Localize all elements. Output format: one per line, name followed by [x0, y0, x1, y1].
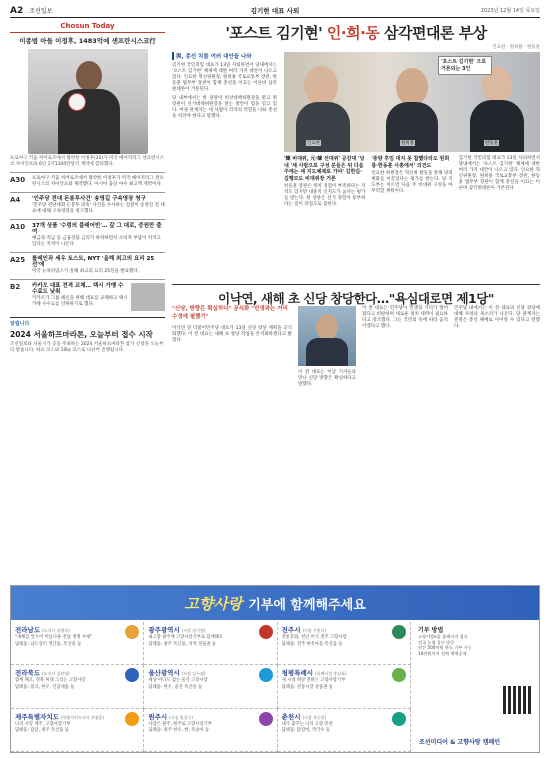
- second-story: "신당, 방향은 확실하다" 공식화 "민생과는 거리 수정에 필했기" 이낙연 전 더불어민주당 대표가 13일 신당 창당 계획을 공식화했다. 이 전 대표는 새해 초 창당 작업을 본격화하겠다고 밝혔다. 이 전 대표는 이날 기자들과 만나 신당 방향은 확실하다고 말했다. 이 전 대표는 민주당이 민생과 거리가 멀어졌다고 비판하며 새로운 정치 세력이 필요하다고 강조했다. 그는 국민의 뜻에 따라 움직이겠다고 했다. 민주당 내에서는 이 전 대표의 신당 창당에 대해 우려의 목소리가 나온다. 당 관계자는 분열은 총선 패배로 이어질 수 있다고 말했다.: [172, 306, 540, 387]
- photo-caption: 프로야구 키움 히어로즈에서 활약한 이정후(25)가 미국 메이저리그 샌프란시스코 자이언츠와 6년 1억1300만달러 계약에 합의했다.: [10, 156, 165, 167]
- region-cell[interactable]: 전라남도 (도지사 김영록) "새해를 앞두어 이름다운 전남 생명 사세" 답례품: 남도장터 생산품, 특산물 등: [11, 622, 144, 665]
- chosun-today-column: [10, 22, 165, 582]
- column-kicker: '韓 비대위, 元·韓 선대위' 공감대 '당내 '세 사람으로 구성 분들은 뒤 다음주에는 세 지도체제로 가야' 김한길·김행모도 비대위장 거론: [284, 156, 365, 182]
- photo-callout: '포스트 김기현' 으로 거론되는 3인: [438, 56, 492, 75]
- region-emblem-icon: [259, 668, 273, 682]
- donation-info-panel: 기부 방법 고향사랑e음 홈페이지 접속 전국 농협 창구 방문 연간 500만원 한도 기부 가능 10만원까지 전액 세액공제 조선미디어 & 고향사랑 캠페인: [415, 622, 539, 752]
- region-cell[interactable]: 울산광역시 (시장 김두겸) 세상 어디도 없는 울산 고향사랑 답례품: 한우, 울산 특산물 등: [144, 665, 277, 708]
- region-cell[interactable]: 제주특별자치도 (특별자치도지사 오영훈) 나의 사랑 제주, 고향사랑기부 답례품: 감귤, 제주 특산품 등: [11, 709, 144, 752]
- pull-quote: "신당, 방향은 확실하다" 공식화 "민생과는 거리 수정에 필했기": [172, 306, 288, 320]
- lead-headline[interactable]: '포스트 김기현' 인·희·동 삼각편대론 부상: [225, 24, 487, 42]
- region-grid: [11, 622, 411, 752]
- region-emblem-icon: [392, 712, 406, 726]
- lead-subhead: 與, 총선 치를 여러 대안들 나와: [172, 52, 277, 60]
- chosun-today-header: Chosun Today: [10, 22, 165, 33]
- campaign-org: 조선미디어 & 고향사랑 캠페인: [419, 739, 501, 746]
- qr-code-icon[interactable]: [503, 686, 531, 714]
- region-emblem-icon: [259, 625, 273, 639]
- region-cell[interactable]: 광주광역시 (시장 강기정) 내고향 광주에 고향사랑기부로 함께해요 답례품: 광주 특산품, 지역 상품권 등: [144, 622, 277, 665]
- index-entry[interactable]: B2 카카오 대표 전격 교체… 택시 가맹 수수료도 낮춰 카카오가 그룹 쇄신을 위해 대표를 교체하고 택시 가맹 수수료를 인하하기로 했다.: [10, 279, 165, 311]
- masthead: [10, 4, 540, 18]
- section-title: 김기현 대표 사퇴: [250, 7, 300, 15]
- region-cell[interactable]: 춘천시 (시장 육동한) 내가 꿈꾸는 나의 고향 춘천 답례품: 닭갈비, 막국수 등: [278, 709, 411, 752]
- baseball-player-photo: [28, 49, 148, 154]
- region-emblem-icon: [259, 712, 273, 726]
- baseball-icon: [68, 93, 86, 111]
- region-cell[interactable]: 전주시 (시장 우범기) 전통문화, 천년 미식 전주 고향사랑 답례품: 전주 한옥마을 특산품 등: [278, 622, 411, 665]
- region-cell[interactable]: 원주시 (시장 원강수) 사랑은 원주, 원주로 고향사랑기부 답례품: 원주 한우, 쌀, 복숭아 등: [144, 709, 277, 752]
- ad-slogan: 기부에 함께해주세요: [248, 597, 366, 613]
- chosun-today-title[interactable]: 이종범 아들 이정후, 1483억에 샌프란시스코行: [19, 37, 156, 45]
- kakao-thumbnail: [131, 283, 165, 311]
- region-cell[interactable]: 청평특례시 (특례시장 홍남표) 새 시대 희망 전하는 고향사랑기부 답례품: 전통시장 상품권 등: [278, 665, 411, 708]
- notice-title[interactable]: 2024 서울하프마라톤, 오늘부터 접수 시작: [10, 330, 153, 339]
- index-entry[interactable]: A30 프로야구 키움 히어로즈에서 활약한 이정후가 미국 메이저리그 샌프란시스코 자이언츠와 계약했다. 아시아 출신 야수 최고액 계약이다.: [10, 172, 165, 188]
- index-entry[interactable]: A25 롤레인과 세우 토스트, NYT '올해 최고의 요리 25선'에 미국 뉴욕타임스가 올해 최고의 요리 25선을 발표했다.: [10, 252, 165, 275]
- issue-date: 2023년 12월 14일 목요일: [480, 8, 540, 14]
- column-kicker: '중량 후임 대지 못 참했다라도 원희룡·한동훈 사총에서' 의견도: [371, 156, 450, 169]
- paper-name: 조선일보: [29, 8, 53, 15]
- gohyang-sarang-logo: 고향사랑: [184, 594, 243, 613]
- hometown-donation-ad: [10, 585, 540, 753]
- politician-portrait: [298, 306, 356, 366]
- second-headline[interactable]: 이낙연, 새해 초 신당 창당한다…"욕심대로면 제1당": [172, 284, 540, 307]
- main-articles: [172, 22, 540, 582]
- photo-credit: 인요한 · 원희룡 · 한동훈: [492, 45, 540, 50]
- region-emblem-icon: [125, 712, 139, 726]
- index-entry[interactable]: A4 '인주당 전대 돈봉투사건' 송영길 구속영장 청구 '민주당 전당대회 돈봉투 의혹' 사건을 수사하는 검찰이 송영길 전 대표에 대해 구속영장을 청구했다.: [10, 192, 165, 215]
- region-cell[interactable]: 전라북도 (도지사 김관영) 함께 해요, 전북 미래 그리는 고향사랑 답례품: 잡곡, 한우, 인삼제품 등: [11, 665, 144, 708]
- notice-box: 알립니다 2024 서울하프마라톤, 오늘부터 접수 시작 조선일보와 서울시가 공동 주최하는 2024 서울하프마라톤 참가 신청을 오늘부터 받습니다. 하프 코스와 10㎞ 코스로 나뉘어 진행됩니다.: [10, 317, 165, 354]
- ad-banner: [11, 586, 539, 620]
- lead-story: 與, 총선 치를 여러 대안들 나와 김기현 국민의힘 대표가 13일 사퇴하면서 당내에서는 '포스트 김기현' 체제에 대한 여러 가지 대안이 나오고 있다. 인요한 혁신위원장, 원희룡 국토교통부 장관, 한동훈 법무부 장관이 함께 총선을 이끄는 이른바 삼각편대론이 거론된다. 당 내부에서는 한 장관이 비상대책위원장을 맡고 원 장관이 선거대책위원장을 맡는 방안이 힘을 얻고 있다. 여권 관계자는 세 사람이 각자의 역할을 나눠 총선을 치러야 한다고 말했다. '포스트 김기현' 으로 거론되는 3인 인요한 원희룡 한동훈 '韓 비대위, 元·韓 선대위' 공감대 '당내 '세 사람으로 구성 분들은 뒤 다음주에는 세 지도체제로 가야' 김한길·김행모도 비대위장 거론 한동훈 장관은 정치 경험이 부족하다는 지적도 있지만 대중적 인지도가 높다는 평가를 받는다. 원 장관은 선거 경험이 풍부하다는 점이 강점으로 꼽힌다. '중량 후임 대지 못 참했다라도 원희룡·한동훈 사총에서' 의견도 인요한 위원장은 혁신위 활동을 통해 당의 변화를 이끌었다는 평가를 받는다. 당 지도부는 이르면 다음 주 비대위 구성을 마무리할 계획이다. 김기현 국민의힘 대표가 13일 사퇴하면서 당내에서는 '포스트 김기현' 체제에 대한 여러 가지 대안이 나오고 있다. 인요한 혁신위원장, 원희룡 국토교통부 장관, 한동훈 법무부 장관이 함께 총선을 이끄는 이른바 삼각편대론이 거론된다.: [172, 54, 540, 207]
- three-politicians-photo: '포스트 김기현' 으로 거론되는 3인 인요한 원희룡 한동훈: [284, 52, 540, 152]
- index-entry[interactable]: A10 37개 상품 '수렁의 블래어빈'… 갚 그 대로, 증원만 줄여 예금과 적금 등 금융상품 금리가 하락하면서 소비자 부담이 커지고 있다는 지적이 나온다.: [10, 219, 165, 248]
- region-emblem-icon: [392, 625, 406, 639]
- page-number: A2: [10, 5, 24, 16]
